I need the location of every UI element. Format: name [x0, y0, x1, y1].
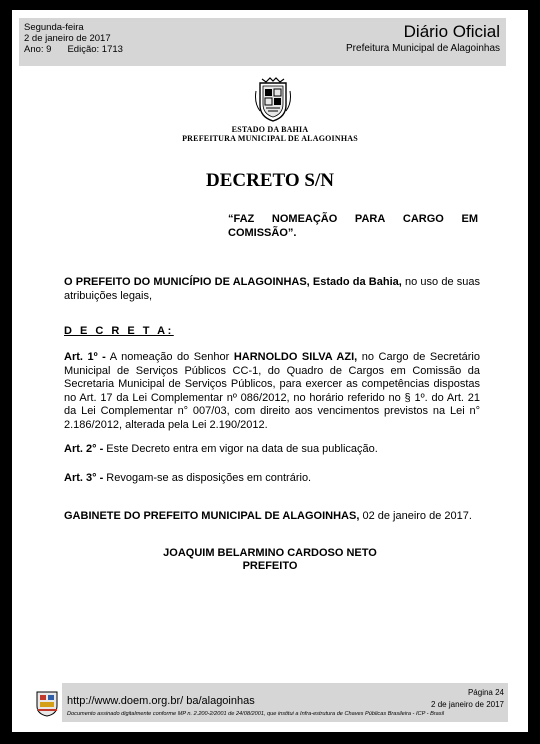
crest-prefeitura-label: PREFEITURA MUNICIPAL DE ALAGOINHAS [182, 134, 358, 143]
decree-title: DECRETO S/N [206, 170, 334, 191]
decree-ementa [228, 212, 478, 240]
ementa-word: EM [461, 213, 478, 225]
footer-url-link[interactable]: http://www.doem.org.br/ ba/alagoinhas [67, 695, 255, 707]
header-bar [19, 18, 506, 66]
municipal-logo-icon [34, 689, 60, 717]
header-weekday: Segunda-feira [24, 22, 84, 33]
art1-label: Art. 1º - [64, 351, 106, 363]
footer-signature-note: Documento assinado digitalmente conforme MP n. 2.200-2/2001 de 24/08/2001, que institui a Infra-estrutura de Chaves Públicas Brasileira - ICP - Brasil [67, 711, 445, 717]
article-2 [64, 443, 480, 457]
signer-name: JOAQUIM BELARMINO CARDOSO NETO [163, 547, 377, 559]
crest-state-label: ESTADO DA BAHIA [231, 125, 309, 134]
gabinete-date: 02 de janeiro de 2017. [359, 510, 472, 522]
art2-text: Este Decreto entra em vigor na data de sua publicação. [103, 443, 378, 455]
preamble-text: no uso de suas atribuições legais, [64, 276, 480, 302]
ementa-word: PARA [354, 213, 386, 225]
art1-text-b: no Cargo de Secretário Municipal de Serviços Públicos CC-1, do Quadro de Cargos em Comissão da Secretaria Municipal de Serviços Públicos, para exercer as competências dispostas no Art. 17 da Lei Complementar nº 086/2012, no horário referido no § 1º. do Art. 21 da Lei Complementar n° 007/03, com direito aos vencimentos previstos na Lei n° 2.186/2012, alterada pela Lei 2.190/2012. [64, 351, 480, 431]
coat-of-arms-icon [254, 77, 292, 123]
ementa-line2: COMISSÃO”. [228, 227, 297, 239]
art2-label: Art. 2° - [64, 443, 104, 455]
art3-label: Art. 3° - [64, 472, 104, 484]
header-date: 2 de janeiro de 2017 [24, 33, 111, 44]
footer-page: Página 24 [467, 688, 504, 697]
article-3 [64, 472, 480, 486]
article-1 [64, 351, 480, 432]
footer-bar [62, 683, 508, 722]
header-year: Ano: 9 [24, 44, 52, 55]
header-title: Diário Oficial [403, 22, 500, 41]
preamble-bold: O PREFEITO DO MUNICÍPIO DE ALAGOINHAS, Estado da Bahia, [64, 276, 402, 288]
art1-name: HARNOLDO SILVA AZI, [233, 351, 358, 363]
ementa-word: CARGO [402, 213, 444, 225]
preamble [64, 276, 480, 303]
art3-text: Revogam-se as disposições em contrário. [103, 472, 312, 484]
gabinete-line [64, 510, 480, 524]
header-info [24, 22, 123, 55]
gabinete-bold: GABINETE DO PREFEITO MUNICIPAL DE ALAGOINHAS, [64, 510, 360, 522]
ementa-word: “FAZ [228, 213, 255, 225]
art1-text-a: A nomeação do Senhor [105, 351, 234, 363]
footer-date: 2 de janeiro de 2017 [431, 700, 504, 709]
header-edition: Edição: 1713 [67, 44, 123, 55]
header-subtitle: Prefeitura Municipal de Alagoinhas [346, 43, 500, 54]
ementa-word: NOMEAÇÃO [271, 213, 338, 225]
decreta-heading: D E C R E T A: [64, 325, 174, 337]
signer-role: PREFEITO [242, 560, 298, 572]
